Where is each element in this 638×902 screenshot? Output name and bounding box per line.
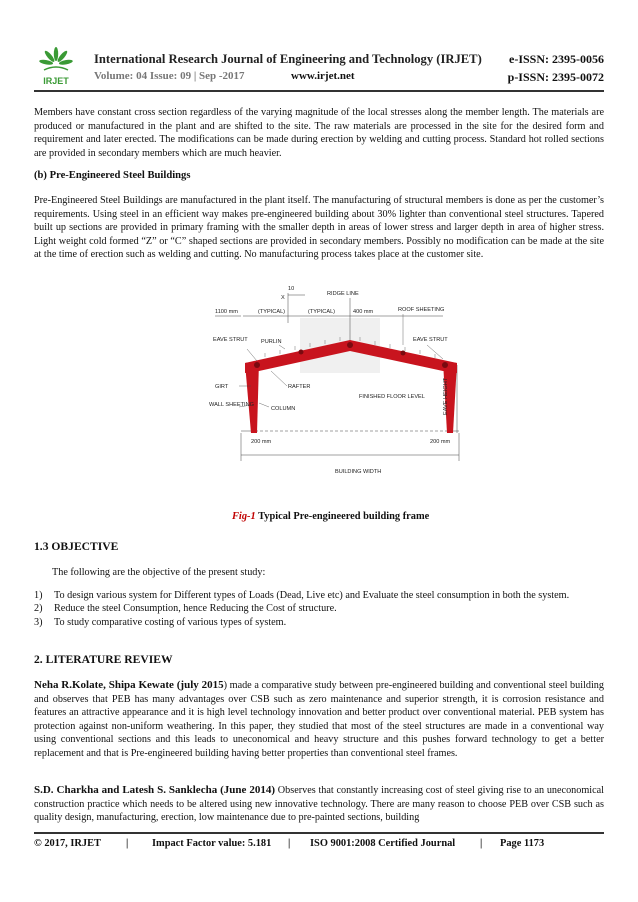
journal-header [34, 44, 604, 90]
fig-label-column: COLUMN [271, 406, 296, 412]
reference-2-text: Observes that constantly increasing cost of steel giving rise to an uneconomical construction practice which needs to be altered using new innovative technology. There are many reason to choose PEB over CSB such as quality design, manufacturing, erection, low maintenance due to pre-painted sections, building [34, 785, 604, 824]
fig-label-eave-strut-left: EAVE STRUT [213, 337, 248, 343]
fig-label-roof-sheeting: ROOF SHEETING [398, 307, 445, 313]
footer-separator: | [480, 838, 483, 849]
fig-label-400mm: 400 mm [353, 309, 374, 315]
logo-text: IRJET [43, 76, 69, 86]
reference-1-text: ) made a comparative study between pre-engineered building and conventional steel building and observes that PEB has many advantages over CSB such as zero maintenance and superior strength, it is corrosion resistance and features an attractive appearance and it is high level technology innovation and better product over conventional material. PEB system has protection against non-uniform weathering. In this paper, they studied that most of the steel structures are made in a conventional way using conventional sections and this leads to uneconomical and heavy structure and this pushes forward technology to get a better replacement and that is Pre-engineered building having better properties than conventional steel frames. [34, 680, 604, 759]
reference-2-paragraph [34, 784, 604, 825]
objective-list [34, 589, 604, 629]
fig-label-200mm-right: 200 mm [430, 439, 451, 445]
fig-label-finished-floor-level: FINISHED FLOOR LEVEL [359, 394, 425, 400]
footer-impact-factor: Impact Factor value: 5.181 [152, 838, 272, 849]
fig-label-eave-height: EAVE HEIGHT [443, 377, 449, 415]
peb-frame-figure [195, 283, 465, 481]
fig-label-purlin: PURLIN [261, 339, 282, 345]
journal-website-link[interactable]: www.irjet.net [291, 70, 355, 82]
figure-caption-text: Typical Pre-engineered building frame [258, 511, 430, 522]
header-divider [34, 90, 604, 92]
journal-title: International Research Journal of Engineering and Technology (IRJET) [94, 52, 482, 66]
fig-label-eave-strut-right: EAVE STRUT [413, 337, 448, 343]
volume-issue: Volume: 04 Issue: 09 | Sep -2017 [94, 70, 245, 82]
figure-number: Fig-1 [232, 511, 256, 522]
reference-1-authors: Neha R.Kolate, Shipa Kewate (july 2015 [34, 679, 224, 691]
list-item: 1) To design various system for Different types of Loads (Dead, Live etc) and Evaluate the steel consumption in both the system. [34, 590, 570, 601]
irjet-logo-icon [34, 44, 78, 88]
footer-separator: | [288, 838, 291, 849]
footer-page-number: Page 1173 [500, 838, 545, 849]
fig-label-ten: 10 [288, 286, 295, 292]
figure-caption [232, 511, 429, 522]
fig-label-rafter: RAFTER [288, 384, 311, 390]
fig-label-200mm-left: 200 mm [251, 439, 272, 445]
literature-review-heading: 2. LITERATURE REVIEW [34, 653, 173, 666]
fig-label-1100mm: 1100 mm [215, 309, 238, 315]
list-item: 3) To study comparative costing of various types of system. [34, 616, 287, 628]
eissn: e-ISSN: 2395-0056 [509, 52, 604, 66]
intro-paragraph: Members have constant cross section regardless of the varying magnitude of the local stresses along the member length. The materials are produced or manufactured in the plant and are shifted to the site. The raw materials are processed in the site for the desired form and requirement and later erected. The modifications can be made during erection by welding and cutting process. Standard hot rolled sections are provided in secondary members which are much heavier. [34, 107, 604, 159]
footer-separator: | [126, 838, 129, 849]
peb-subheading: (b) Pre-Engineered Steel Buildings [34, 170, 191, 181]
fig-label-x: X [281, 295, 285, 301]
reference-1-paragraph [34, 679, 604, 761]
footer-copyright: © 2017, IRJET [34, 838, 101, 849]
reference-2-authors: S.D. Charkha and Latesh S. Sanklecha (June 2014) [34, 784, 276, 796]
fig-label-typical-right: (TYPICAL) [308, 309, 336, 315]
fig-label-girt: GIRT [215, 384, 229, 390]
objective-heading: 1.3 OBJECTIVE [34, 540, 119, 553]
fig-label-wall-sheeting: WALL SHEETING [209, 402, 254, 408]
footer-iso: ISO 9001:2008 Certified Journal [310, 838, 456, 849]
objective-intro: The following are the objective of the present study: [52, 567, 266, 578]
fig-label-ridge-line: RIDGE LINE [327, 291, 359, 297]
fig-label-typical-left: (TYPICAL) [258, 309, 286, 315]
fig-label-building-width: BUILDING WIDTH [335, 469, 382, 475]
pissn: p-ISSN: 2395-0072 [507, 70, 604, 84]
footer-divider [34, 832, 604, 834]
list-item: 2) Reduce the steel Consumption, hence Reducing the Cost of structure. [34, 603, 337, 615]
peb-paragraph: Pre-Engineered Steel Buildings are manufactured in the plant itself. The manufacturing of structural members is done as per the customer’s requirements. Using steel in an efficient way makes pre-engineered building about 30% lighter than conventional steel structures. Tapered built up sections are provided in primary framing with the smaller depth in areas of lower stress and larger depth in area of higher stress. Light weight cold formed “Z” or “C” shaped sections are provided in secondary members. Possibly no modification can be made at the site at the time of erection such as welding and cutting. No manufacturing process takes place at the customer site. [34, 195, 604, 261]
